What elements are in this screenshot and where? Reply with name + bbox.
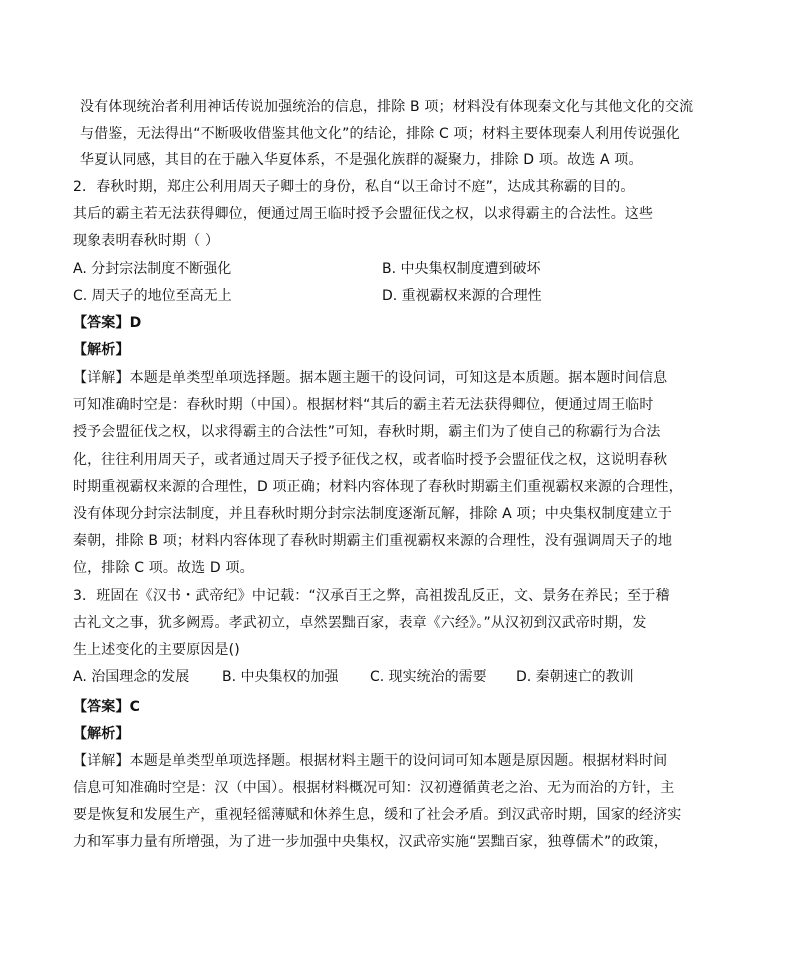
q3-option-c: C. 现实统治的需要 (370, 669, 487, 685)
q3-option-b: B. 中央集权的加强 (222, 669, 339, 685)
q2-option-c: C. 周天子的地位至高无上 (73, 288, 232, 304)
q3-option-a: A. 治国理念的发展 (73, 669, 190, 685)
q2-detail-line-4: 化，往往利用周天子，或者通过周天子授予征伐之权，或者临时授予会盟征伐之权，这说明春秋 (73, 452, 668, 468)
q3-stem-line-1: 3．班固在《汉书・武帝纪》中记载：“汉承百王之弊，高祖拨乱反正，文、景务在养民；至于稽 (73, 588, 670, 604)
q2-detail-line-8: 位，排除 C 项。故选 D 项。 (73, 560, 254, 576)
q2-detail-line-2: 可知准确时空是：春秋时期（中国）。根据材料“其后的霸主若无法获得卿位，便通过周王临时 (73, 397, 654, 413)
q3-detail-line-2: 信息可知准确时空是：汉（中国）。根据材料概况可知：汉初遵循黄老之治、无为而治的方针，主 (73, 780, 675, 796)
q2-option-d: D. 重视霸权来源的合理性 (382, 288, 542, 304)
q2-stem-line-1: 2．春秋时期，郑庄公利用周天子卿士的身份，私自“以王命讨不庭”，达成其称霸的目的。 (73, 179, 635, 195)
prev-explanation-line-2: 与借鉴，无法得出“不断吸收借鉴其他文化”的结论，排除 C 项；材料主要体现秦人利用传说强化 (80, 126, 680, 142)
q3-detail-line-1: 【详解】本题是单类型单项选择题。根据材料主题干的设问词可知本题是原因题。根据材料时间 (73, 753, 668, 769)
q3-answer: 【答案】C (73, 699, 141, 715)
q2-detail-line-5: 时期重视霸权来源的合理性，D 项正确；材料内容体现了春秋时期霸主们重视霸权来源的合理性， (73, 479, 683, 495)
q3-option-d: D. 秦朝速亡的教训 (516, 669, 634, 685)
q2-analysis-heading: 【解析】 (73, 342, 130, 358)
q2-stem-line-3: 现象表明春秋时期（ ） (73, 233, 220, 249)
q2-option-a: A. 分封宗法制度不断强化 (73, 261, 232, 277)
q2-detail-line-1: 【详解】本题是单类型单项选择题。据本题主题干的设问词，可知这是本质题。据本题时间信息 (73, 370, 668, 386)
q3-detail-line-4: 力和军事力量有所增强，为了进一步加强中央集权，汉武帝实施“罢黜百家，独尊儒术”的政策， (73, 834, 668, 850)
q3-stem-line-2: 古礼文之事，犹多阙焉。孝武初立，卓然罢黜百家，表章《六经》。”从汉初到汉武帝时期，发 (73, 615, 647, 631)
q2-detail-line-3: 授予会盟征伐之权，以求得霸主的合法性”可知，春秋时期，霸主们为了使自己的称霸行为合法 (73, 424, 661, 440)
q2-option-b: B. 中央集权制度遭到破坏 (382, 261, 541, 277)
q2-detail-line-7: 秦朝，排除 B 项；材料内容体现了春秋时期霸主们重视霸权来源的合理性，没有强调周天子的地 (73, 533, 673, 549)
q2-detail-line-6: 没有体现分封宗法制度，并且春秋时期分封宗法制度逐渐瓦解，排除 A 项；中央集权制度建立于 (73, 506, 673, 522)
q3-detail-line-3: 要是恢复和发展生产，重视轻徭薄赋和休养生息，缓和了社会矛盾。到汉武帝时期，国家的经济实 (73, 807, 682, 823)
q3-stem-line-3: 生上述变化的主要原因是() (73, 642, 240, 658)
q2-stem-line-2: 其后的霸主若无法获得卿位，便通过周王临时授予会盟征伐之权，以求得霸主的合法性。这些 (73, 206, 654, 222)
q2-answer: 【答案】D (73, 315, 142, 331)
prev-explanation-line-3: 华夏认同感，其目的在于融入华夏体系，不是强化族群的凝聚力，排除 D 项。故选 A 项。 (80, 152, 643, 168)
q3-analysis-heading: 【解析】 (73, 726, 130, 742)
prev-explanation-line-1: 没有体现统治者利用神话传说加强统治的信息，排除 B 项；材料没有体现秦文化与其他文化的交流 (80, 99, 694, 115)
